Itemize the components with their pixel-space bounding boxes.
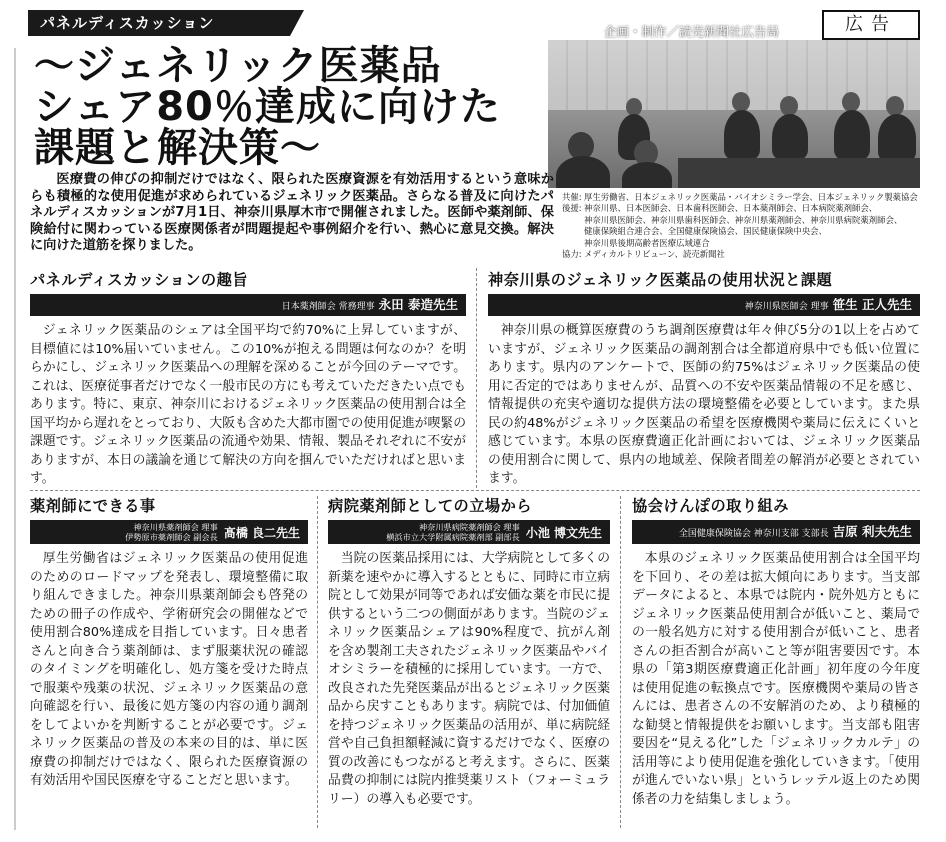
speaker-bar [30, 294, 466, 316]
speaker-name: 笹生 正人先生 [832, 297, 912, 312]
headline-line-2: シェア80％達成に向けた [34, 84, 501, 130]
cooperation-label: 協力: [562, 249, 582, 260]
sponsor-list [562, 192, 934, 260]
speaker-bar [632, 520, 920, 544]
support-text: 神奈川県、日本医師会、日本歯科医師会、日本薬剤師会、日本病院薬剤師会、 [584, 203, 878, 214]
panelist-figure [772, 114, 808, 160]
support-text: 神奈川県後期高齢者医療広域連合 [584, 237, 710, 248]
speaker-name: 髙橋 良二先生 [223, 526, 300, 540]
speaker-org: 神奈川県病院薬剤師会 理事 [418, 522, 520, 533]
headline-line-1: ～ジェネリック医薬品 [34, 43, 442, 89]
section-kanagawa-status [488, 270, 920, 489]
section-pharmacist [30, 496, 308, 791]
panelist-figure [732, 92, 750, 112]
speaker-org: 神奈川県薬剤師会 理事 [133, 522, 218, 533]
column-divider [620, 496, 621, 828]
section-body: ジェネリック医薬品のシェアは全国平均で約70%に上昇していますが、目標値には10%届いていません。この10%が抱える問題は何なのか？を明らかにし、ジェネリック医薬品への理解を深めることが今回のテーマです。これは、医療従事者だけでなく一般市民の方にも考えていただきたい点でもあります。特に、東京、神奈川におけるジェネリック医薬品の使用割合は全国平均から遅れをとっており、大阪も含めた大都市圏での使用促進が喫緊の課題です。ジェネリック医薬品の流通や効果、情報、製品それぞれに不安がありますが、本日の議論を通じて解決の方向を掴んでいただければと思います。 [30, 323, 467, 486]
panelist-figure [724, 110, 760, 160]
headline [34, 43, 554, 171]
left-margin-rule [14, 48, 16, 830]
section-title: 病院薬剤師としての立場から [328, 497, 532, 515]
speaker-bar [488, 294, 920, 316]
speaker-name: 永田 泰造先生 [378, 297, 458, 312]
cosponsor-text: 厚生労働省、日本ジェネリック医薬品・バイオシミラー学会、日本ジェネリック製薬協会 [584, 192, 918, 202]
support-text: 健康保険組合連合会、全国健康保険協会、国民健康保険中央会、 [584, 226, 827, 237]
headline-line-3: 課題と解決策～ [34, 125, 321, 171]
section-title: パネルディスカッションの趣旨 [30, 271, 248, 289]
section-kyokai-kenpo [632, 496, 920, 809]
column-divider [317, 496, 318, 828]
speaker-bar [30, 520, 308, 544]
panelist-figure [878, 114, 916, 162]
section-title: 薬剤師にできる事 [30, 497, 156, 515]
panelist-figure [780, 96, 798, 116]
section-hospital-pharmacist [328, 496, 610, 809]
support-text: 神奈川県医師会、神奈川県歯科医師会、神奈川県薬剤師会、神奈川県病院薬剤師会、 [584, 214, 903, 225]
speaker-org: 日本薬剤師会 常務理事 [281, 302, 375, 312]
section-body: 厚生労働省はジェネリック医薬品の使用促進のためのロードマップを発表し、環境整備に取り組んできました。神奈川県薬剤師会も啓発のための冊子の作成や、学術研究会の開催などで使用割合80%達成を目指しています。日々患者さんと向き合う薬剤師は、まず服薬状況の確認のタイミングを明確化し、処方箋を受けた時点で服薬や残薬の状況、ジェネリック医薬品の意向確認を行い、最後に処方箋の内容の通り調剤をしてよいかを判断することが必要です。ジェネリック医薬品の普及の本来の目的は、単に医療費の抑制だけではなく、限られた医療資源の有効活用や国民医療を守ることだと思います。 [30, 551, 308, 788]
audience-figure [622, 162, 672, 188]
section-body: 神奈川県の概算医療費のうち調剤医療費は年々伸び5分の1以上を占めていますが、ジェネリック医薬品の調剤割合は全都道府県中でも低い位置にあります。県内のアンケートで、医師の約75%はジェネリック医薬品の使用に否定的ではありませんが、品質への不安や医薬品情報の不足を感じ、情報提供の充実や適切な提供方法の環境整備を必要としています。また県民の約48%がジェネリック医薬品の希望を医療機関や薬局に伝えにくいと感じています。本県の医療費適正化計画においては、ジェネリック医薬品の使用割合に関して、県内の地域差、保険者間差の解消が必要とされています。 [488, 323, 920, 486]
section-divider [30, 490, 920, 491]
section-body: 当院の医薬品採用には、大学病院として多くの新薬を速やかに導入するとともに、同時に市立病院として効果が同等であれば安価な薬を市民に提供するという二つの側面があります。当院のジェネリック医薬品シェアは90%程度で、抗がん剤を含め製剤工夫されたジェネリック医薬品やバイオシミラーを積極的に採用しています。一方で、改良された先発医薬品が出るとジェネリック医薬品から戻すこともあります。病院では、付加価値を持つジェネリック医薬品の活用が、単に病院経営や自己負担額軽減に資するだけでなく、医療の質の改善にもつながると考えます。さらに、医薬品費の抑制には院内推奨薬リスト（フォーミュラリー）の導入も必要です。 [328, 551, 610, 807]
section-title: 協会けんぽの取り組み [632, 497, 789, 515]
speaker-org: 全国健康保険協会 神奈川支部 支部長 [678, 529, 829, 539]
column-divider [476, 268, 477, 488]
section-tag [28, 10, 290, 36]
audience-figure [556, 156, 610, 188]
support-label: 後援: [562, 203, 582, 214]
panel-table [678, 158, 920, 188]
speaker-name: 小池 博文先生 [525, 526, 602, 540]
section-title: 神奈川県のジェネリック医薬品の使用状況と課題 [488, 271, 833, 289]
panelist-figure [842, 92, 860, 112]
section-body: 本県のジェネリック医薬品使用割合は全国平均を下回り、その差は拡大傾向にあります。当支部データによると、本県では院内・院外処方ともにジェネリック医薬品使用割合が低いこと、薬局での一般名処方に対する使用割合が低いこと、患者さんの拒否割合が高いこと等が阻害要因です。本県の「第3期医療費適正化計画」初年度の今年度は使用促進の転換点です。医療機関や薬局の皆さんには、患者さんの不安解消のため、より積極的な勧奨と情報提供をお願いします。当支部も阻害要因を“見える化”した「ジェネリックカルテ」の活用等により使用促進を強化していきます。「使用が進んでいない県」というレッテル返上のため関係者の力を結集しましょう。 [632, 551, 920, 807]
cooperation-text: メディカルトリビューン、読売新聞社 [584, 249, 725, 260]
speaker-bar [328, 520, 610, 544]
speaker-org: 横浜市立大学附属病院薬剤部 副部長 [386, 532, 520, 542]
credit-line: 企画・制作／読売新聞社広告局 [604, 24, 780, 39]
panelist-figure [834, 110, 870, 160]
ad-label: 広告 [822, 10, 920, 40]
cosponsor-label: 共催: [562, 192, 582, 202]
section-purpose [30, 270, 466, 489]
speaker-name: 吉原 利夫先生 [832, 524, 912, 539]
lead-paragraph: 医療費の伸びの抑制だけではなく、限られた医療資源を有効活用するという意味からも積極的な使用促進が求められているジェネリック医薬品。さらなる普及に向けたパネルディスカッションが7月1日、神奈川県厚木市で開催されました。医師や薬剤師、保険給付に関わっている医療関係者が問題提起や事例紹介を行い、熱心に意見交換。解決に向けた道筋を探りました。 [30, 172, 554, 254]
speaker-org: 神奈川県医師会 理事 [744, 302, 829, 312]
panelist-figure [886, 96, 904, 116]
section-tag-label: パネルディスカッション [40, 14, 215, 32]
speaker-org: 伊勢原市薬剤師会 副会長 [125, 532, 218, 542]
panel-photo [548, 40, 920, 188]
